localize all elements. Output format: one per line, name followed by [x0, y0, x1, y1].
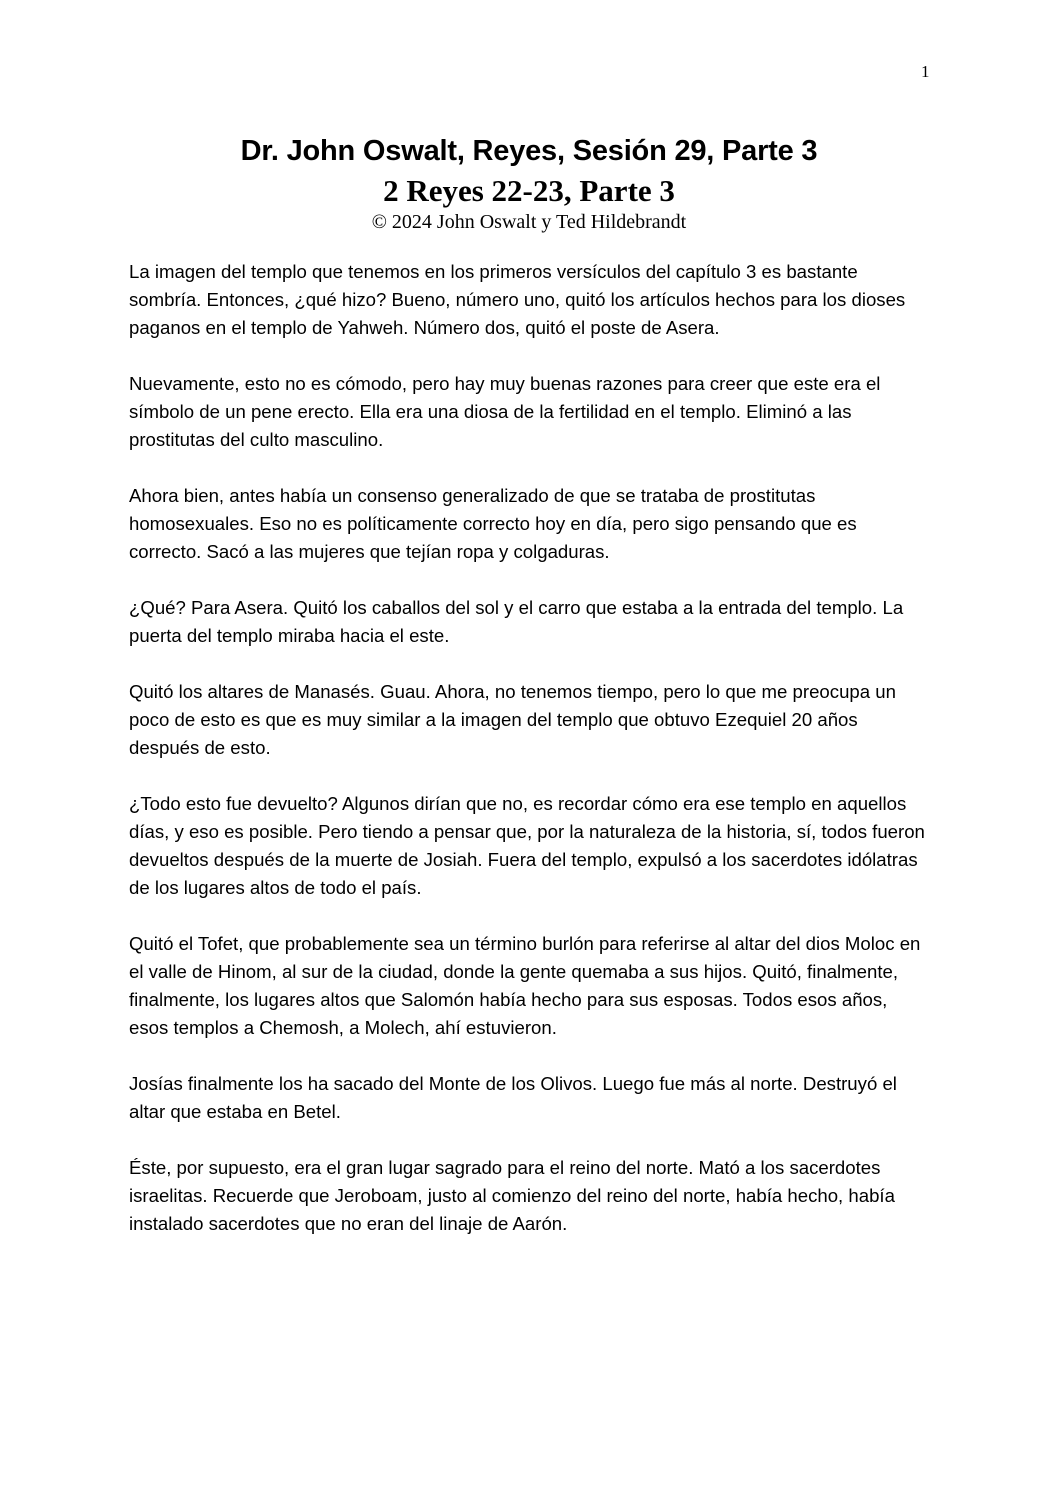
paragraph: Nuevamente, esto no es cómodo, pero hay muy buenas razones para creer que este era el símbolo de un pene erecto. Ella era una diosa de la fertilidad en el templo. Eliminó a las prostitutas del culto masculino.: [129, 373, 881, 450]
paragraph: La imagen del templo que tenemos en los primeros versículos del capítulo 3 es bastante sombría. Entonces, ¿qué hizo? Bueno, número uno, quitó los artículos hechos para los dioses paganos en el templo de Yahweh. Número dos, quitó el poste de Asera.: [129, 261, 906, 338]
paragraph: ¿Todo esto fue devuelto? Algunos dirían que no, es recordar cómo era ese templo en aquellos días, y eso es posible. Pero tiendo a pensar que, por la naturaleza de la historia, sí, todos fueron devueltos después de la muerte de Josiah. Fuera del templo, expulsó a los sacerdotes idólatras de los lugares altos de todo el país.: [129, 793, 925, 898]
document-header: [0, 130, 1058, 234]
document-title: Dr. John Oswalt, Reyes, Sesión 29, Parte 3: [240, 135, 818, 167]
paragraph: Josías finalmente los ha sacado del Monte de los Olivos. Luego fue más al norte. Destruyó el altar que estaba en Betel.: [129, 1073, 897, 1122]
document-body: [129, 258, 929, 1266]
paragraph: Éste, por supuesto, era el gran lugar sagrado para el reino del norte. Mató a los sacerdotes israelitas. Recuerde que Jeroboam, justo al comienzo del reino del norte, había hecho, había instalado sacerdotes que no eran del linaje de Aarón.: [129, 1157, 895, 1234]
page-number: 1: [921, 62, 930, 81]
paragraph: Quitó el Tofet, que probablemente sea un término burlón para referirse al altar del dios Moloc en el valle de Hinom, al sur de la ciudad, donde la gente quemaba a sus hijos. Quitó, finalmente, finalmente, los lugares altos que Salomón había hecho para sus esposas. Todos esos años, esos templos a Chemosh, a Molech, ahí estuvieron.: [129, 933, 921, 1038]
paragraph: Ahora bien, antes había un consenso generalizado de que se trataba de prostitutas homosexuales. Eso no es políticamente correcto hoy en día, pero sigo pensando que es correcto. Sacó a las mujeres que tejían ropa y colgaduras.: [129, 485, 857, 562]
paragraph: Quitó los altares de Manasés. Guau. Ahora, no tenemos tiempo, pero lo que me preocupa un poco de esto es que es muy similar a la imagen del templo que obtuvo Ezequiel 20 años después de esto.: [129, 681, 896, 758]
copyright-line: © 2024 John Oswalt y Ted Hildebrandt: [371, 211, 687, 233]
paragraph: ¿Qué? Para Asera. Quitó los caballos del sol y el carro que estaba a la entrada del templo. La puerta del templo miraba hacia el este.: [129, 597, 904, 646]
document-subtitle: 2 Reyes 22-23, Parte 3: [383, 173, 675, 208]
